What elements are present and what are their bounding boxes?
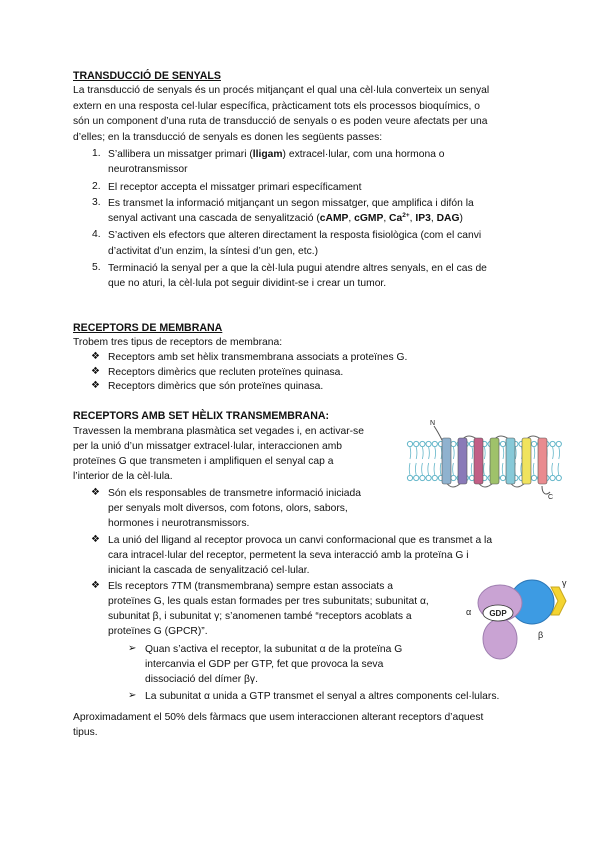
gamma-label: γ: [562, 578, 567, 588]
lipid-head: [432, 475, 437, 480]
messenger-dag: DAG: [436, 213, 460, 224]
gdp-label: GDP: [489, 609, 507, 618]
sub-bullet-line: La subunitat α unida a GTP transmet el senyal a altres components cel·lulars.: [145, 691, 500, 702]
lipid-head: [556, 475, 561, 480]
lipid-head: [556, 441, 561, 446]
lipid-tail: [453, 447, 455, 475]
bullet-icon: ❖: [91, 534, 100, 545]
outro-line: Aproximadament el 50% dels fàrmacs que usem interaccionen alterant receptors d’aquest: [73, 712, 484, 723]
intro-line: l’interior de la cèl·lula.: [73, 471, 173, 482]
step-3-line-2: senyal activant una cascada de senyalització (cAMP, cGMP, $Ca^{2+}$, IP3, DAG): [108, 212, 463, 224]
bullet-icon: ❖: [91, 580, 100, 591]
bullet-1-line: per senyals molt diversos, com fotons, olors, sabors,: [108, 503, 348, 514]
section-title-set-helix: RECEPTORS AMB SET HÈLIX TRANSMEMBRANA:: [73, 410, 330, 422]
lipid-head: [426, 441, 431, 446]
lipid-head: [414, 441, 419, 446]
list-item: Receptors amb set hèlix transmembrana associats a proteïnes G.: [108, 352, 408, 363]
step-number: 5.: [92, 262, 101, 273]
step-text: senyal activant una cascada de senyalització (: [108, 213, 320, 224]
lipid-tail: [552, 447, 554, 475]
section-title-transduccio: TRANSDUCCIÓ DE SENYALS: [73, 70, 221, 82]
step-5-line-2: que no aturi, la cèl·lula pot seguir dividint-se i crear un tumor.: [108, 278, 387, 289]
c-terminus-chain: [542, 486, 550, 494]
step-number: 2.: [92, 181, 101, 192]
transmembrane-helix: [474, 438, 483, 484]
step-number: 4.: [92, 229, 101, 240]
bullet-2-line: La unió del lligand al receptor provoca un canvi conformacional que es transmet a la: [108, 535, 493, 546]
lipid-tail: [409, 447, 411, 475]
messenger-cgmp: cGMP: [354, 213, 384, 224]
step-number: 1.: [92, 148, 101, 159]
transmembrane-helix: [522, 438, 531, 484]
lipid-tail: [533, 447, 535, 475]
intro-line: proteïnes G que transmeten i amplifiquen el senyal cap a: [73, 456, 334, 467]
n-terminus-label: N: [430, 420, 436, 427]
section-title-receptors-membrana: RECEPTORS DE MEMBRANA: [73, 322, 223, 334]
lipid-tail: [484, 447, 486, 475]
lipid-head: [500, 441, 505, 446]
lipid-head: [407, 441, 412, 446]
step-text: ) extracel·lular, com una hormona o: [282, 149, 445, 160]
bullet-3-line: subunitat β, i subunitat γ; s’anomenen també “receptors acoblats a: [108, 611, 412, 622]
lipid-head: [550, 475, 555, 480]
seven-transmembrane-receptor-figure: [404, 416, 564, 501]
intro-line: Travessen la membrana plasmàtica set vegades i, en activar-se: [73, 426, 364, 437]
c-terminus-label: C: [548, 494, 554, 501]
step-1-line-2: neurotransmissor: [108, 164, 188, 175]
bullet-2-line: cara intracel·lular del receptor, permetent la seva interacció amb la proteïna G i: [108, 550, 469, 561]
lipid-tail: [440, 447, 442, 475]
step-number: 3.: [92, 197, 101, 208]
step-1-line-1: [108, 148, 445, 162]
n-terminus-chain: [434, 426, 442, 440]
sub-bullet-line: Quan s’activa el receptor, la subunitat α de la proteïna G: [145, 644, 403, 655]
lipid-head: [420, 475, 425, 480]
step-4-line-2: d’activitat d’un enzim, la síntesi d’un gen, etc.): [108, 246, 319, 257]
transmembrane-helix: [442, 438, 451, 484]
alpha-label: α: [466, 607, 472, 617]
lipid-tail: [558, 447, 560, 475]
lipid-tail: [428, 447, 430, 475]
lipid-tail: [422, 447, 424, 475]
list-item: Receptors dimèrics que recluten proteïnes quinasa.: [108, 367, 344, 378]
lipid-tail: [415, 447, 417, 475]
bullet-1-line: Són els responsables de transmetre informació iniciada: [108, 488, 361, 499]
intro-line: són un component d’una ruta de transducció de senyals o es poden veure afectats per una: [73, 116, 488, 127]
intro-line: extern en una resposta cel·lular específica, pràcticament tots els processos bioquímics, o: [73, 101, 480, 112]
sub-bullet-line: intercanvia el GDP per GTP, fet que provoca la seva: [145, 659, 384, 670]
step-5-line-1: Terminació la senyal per a que la cèl·lula pugui atendre altres senyals, en el cas de: [108, 263, 487, 274]
section-intro: Trobem tres tipus de receptors de membrana:: [73, 337, 283, 348]
intro-line: d’elles; en la transducció de senyals es donen les següents passes:: [73, 132, 383, 143]
arrow-bullet-icon: ➢: [128, 690, 137, 701]
lipid-head: [550, 441, 555, 446]
lipid-head: [531, 475, 536, 480]
lipid-head: [407, 475, 412, 480]
step-3-line-1: Es transmet la informació mitjançant un segon missatger, que amplifica i difón la: [108, 198, 474, 209]
lipid-head: [531, 441, 536, 446]
bullet-3-line: Els receptors 7TM (transmembrana) sempre estan associats a: [108, 581, 393, 592]
bullet-icon: ❖: [91, 487, 100, 498]
transmembrane-helix: [490, 438, 499, 484]
step-bold-term: lligam: [252, 149, 283, 160]
lipid-head: [500, 475, 505, 480]
transmembrane-helix: [538, 438, 547, 484]
sub-bullet-line: dissociació del dímer βγ.: [145, 674, 258, 685]
receptor-helices: [442, 438, 547, 484]
bullet-1-line: hormones i neurotransmissors.: [108, 518, 250, 529]
transmembrane-helix: [506, 438, 515, 484]
outro-line: tipus.: [73, 727, 98, 738]
messenger-camp: cAMP: [319, 213, 349, 224]
step-2-line-1: El receptor accepta el missatger primari específicament: [108, 182, 362, 193]
lipid-tail: [471, 447, 473, 475]
intro-line: per la unió d’un missatger extracel·lular, interaccionen amb: [73, 441, 343, 452]
bullet-icon: ❖: [91, 351, 100, 362]
bullet-icon: ❖: [91, 380, 100, 391]
step-text: S’allibera un missatger primari (: [108, 149, 253, 160]
bullet-3-line: proteïnes G, les quals estan formades per tres subunitats; subunitat α,: [108, 596, 429, 607]
step-4-line-1: S’activen els efectors que alteren directament la resposta fisiològica (com el canvi: [108, 230, 482, 241]
lipid-head: [420, 441, 425, 446]
transmembrane-helix: [458, 438, 467, 484]
lipid-head: [426, 475, 431, 480]
lipid-head: [414, 475, 419, 480]
bullet-2-line: iniciant la cascada de senyalització cel·lular.: [108, 565, 310, 576]
intro-line: La transducció de senyals és un procés mitjançant el qual una cèl·lula converteix un senyal: [73, 85, 490, 96]
messenger-ip3: IP3: [415, 213, 431, 224]
lipid-head: [451, 475, 456, 480]
bullet-icon: ❖: [91, 366, 100, 377]
alpha-lower-lobe: [483, 619, 517, 659]
lipid-tail: [434, 447, 436, 475]
g-protein-figure: [462, 575, 572, 665]
lipid-head: [451, 441, 456, 446]
list-item: Receptors dimèrics que són proteïnes quinasa.: [108, 381, 324, 392]
beta-label: β: [538, 630, 544, 640]
lipid-head: [432, 441, 437, 446]
bullet-3-line: proteïnes G (GPCR)”.: [108, 626, 208, 637]
messenger-calcium: $Ca^{2+}$: [389, 212, 410, 224]
arrow-bullet-icon: ➢: [128, 643, 137, 654]
lipid-tail: [502, 447, 504, 475]
